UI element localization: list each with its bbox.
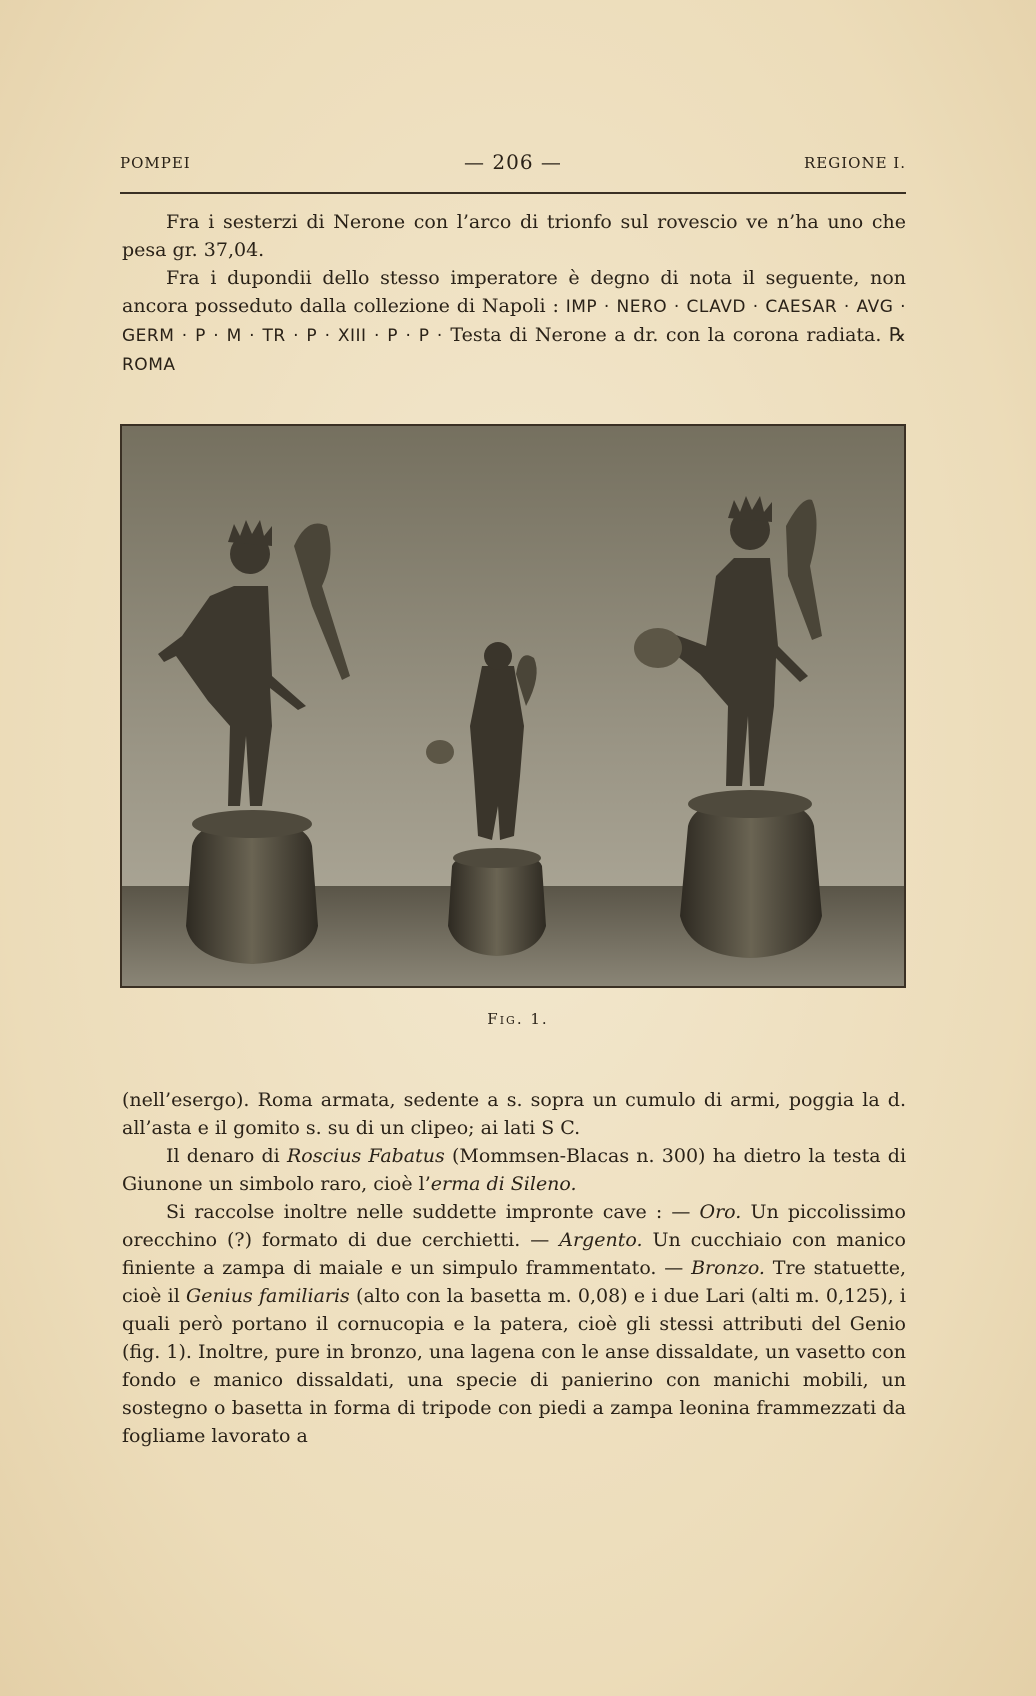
top-text <box>122 208 906 379</box>
running-header <box>120 150 906 176</box>
bottom-text <box>122 1086 906 1450</box>
figure-caption: Fig. 1. <box>487 1010 549 1028</box>
header-left: POMPEI <box>120 154 191 172</box>
bottom-paragraph-2: Il denaro di Roscius Fabatus (Mommsen-Blacas n. 300) ha dietro la testa di Giunone un simbolo raro, cioè l’erma di Sileno. <box>122 1145 907 1195</box>
figure-photograph <box>120 424 906 988</box>
page-number: — 206 — <box>464 150 562 174</box>
statuettes-illustration <box>122 426 904 986</box>
header-rule <box>120 192 906 194</box>
header-right: REGIONE I. <box>804 154 906 172</box>
top-paragraph-1: Fra i sesterzi di Nerone con l’arco di trionfo sul rovescio ve n’ha uno che pesa gr. 37,04. <box>122 211 906 261</box>
top-paragraph-2: Fra i dupondii dello stesso imperatore è degno di nota il seguente, non ancora posseduto dalla collezione di Napoli : IMP · NERO · CLAVD · CAESAR · AVG · GERM · P · M · TR · P · XIII · P · P · Testa di Nerone a dr. con la corona radiata. ℞ ROMA <box>122 267 906 375</box>
bottom-paragraph-1: (nell’esergo). Roma armata, sedente a s. sopra un cumulo di armi, poggia la d. all’asta e il gomito s. su di un clipeo; ai lati S C. <box>122 1089 906 1139</box>
bottom-paragraph-3: Si raccolse inoltre nelle suddette impronte cave : — Oro. Un piccolissimo orecchino (?) formato di due cerchietti. — Argento. Un cucchiaio con manico finiente a zampa di maiale e un simpulo frammentato. — Bronzo. Tre statuette, cioè il Genius familiaris (alto con la basetta m. 0,08) e i due Lari (alti m. 0,125), i quali però portano il cornucopia e la patera, cioè gli stessi attributi del Genio (fig. 1). Inoltre, pure in bronzo, una lagena con le anse dissaldate, un vasetto con fondo e manico dissaldati, una specie di panierino con manichi mobili, un sostegno o basetta in forma di tripode con piedi a zampa leonina frammezzati da fogliame lavorato a <box>122 1201 907 1447</box>
